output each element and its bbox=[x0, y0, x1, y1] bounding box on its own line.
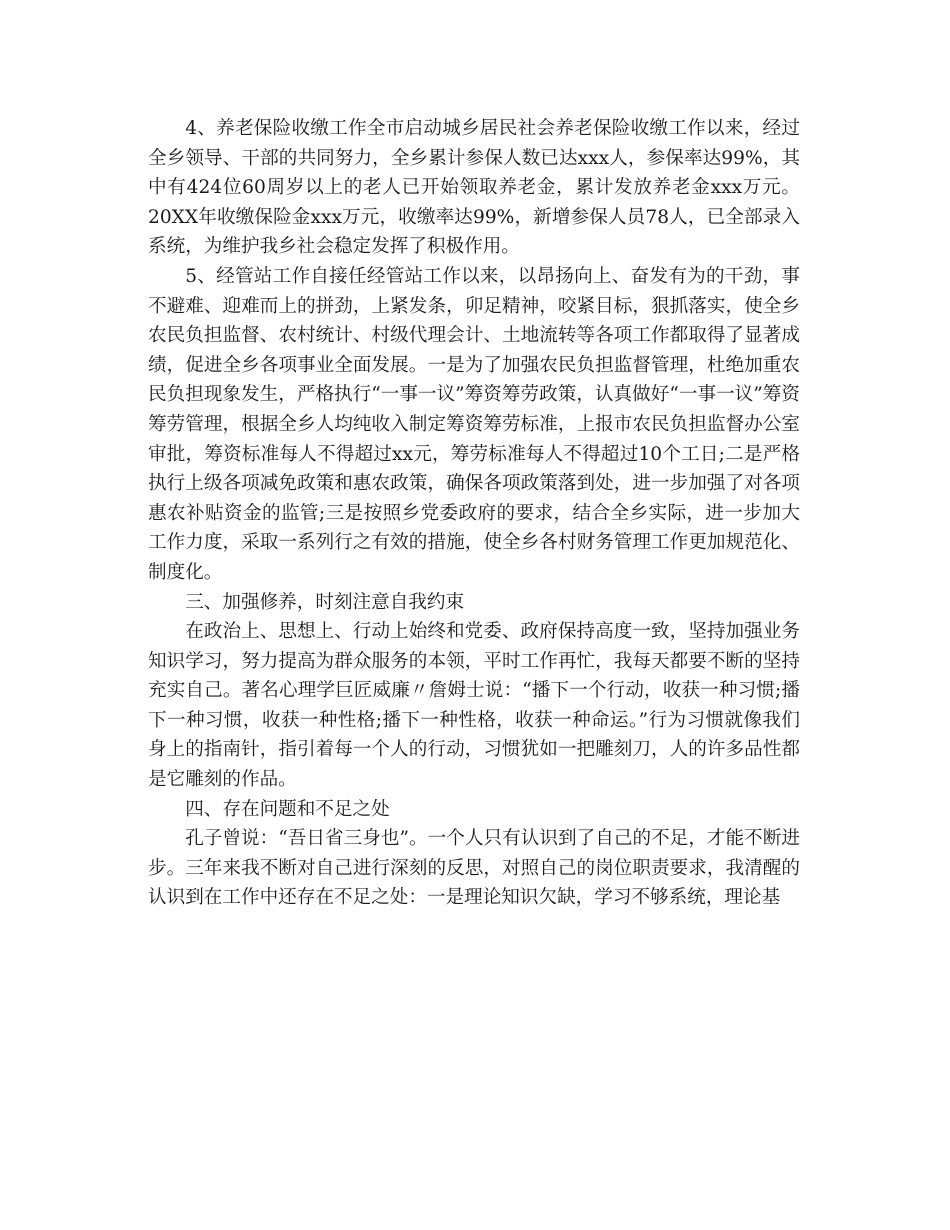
paragraph-political-study: 在政治上、思想上、行动上始终和党委、政府保持高度一致，坚持加强业务知识学习，努力提高为群众服务的本领，平时工作再忙，我每天都要不断的坚持充实自己。著名心理学巨匠威廉〃詹姆士说：“播下一个行动，收获一种习惯;播下一种习惯，收获一种性格;播下一种性格，收获一种命运。”行为习惯就像我们身上的指南针，指引着每一个人的行动，习惯犹如一把雕刻刀，人的许多品性都是它雕刻的作品。 bbox=[148, 621, 800, 791]
section-heading-self-discipline: 三、加强修养，时刻注意自我约束 bbox=[185, 591, 465, 613]
document-body bbox=[148, 114, 800, 913]
paragraph-management-station: 5、经管站工作自接任经管站工作以来，以昂扬向上、奋发有为的干劲，事不避难、迎难而上的拼劲，上紧发条，卯足精神，咬紧目标，狠抓落实，使全乡农民负担监督、农村统计、村级代理会计、土地流转等各项工作都取得了显著成绩，促进全乡各项事业全面发展。一是为了加强农民负担监督管理，杜绝加重农民负担现象发生，严格执行“一事一议”筹资筹劳政策，认真做好“一事一议”筹资筹劳管理，根据全乡人均纯收入制定筹资筹劳标准，上报市农民负担监督办公室审批，筹资标准每人不得超过xx元，筹劳标准每人不得超过10个工日;二是严格执行上级各项减免政策和惠农政策，确保各项政策落到处，进一步加强了对各项惠农补贴资金的监管;三是按照乡党委政府的要求，结合全乡实际，进一步加大工作力度，采取一系列行之有效的措施，使全乡各村财务管理工作更加规范化、制度化。 bbox=[148, 265, 800, 583]
paragraph-pension-collection: 4、养老保险收缴工作全市启动城乡居民社会养老保险收缴工作以来，经过全乡领导、干部的共同努力，全乡累计参保人数已达xxx人，参保率达99%，其中有424位60周岁以上的老人已开始领取养老金，累计发放养老金xxx万元。20XX年收缴保险金xxx万元，收缴率达99%，新增参保人员78人，已全部录入系统，为维护我乡社会稳定发挥了积极作用。 bbox=[148, 118, 800, 258]
paragraph-self-reflection: 孔子曾说：“吾日省三身也”。一个人只有认识到了自己的不足，才能不断进步。三年来我不断对自己进行深刻的反思，对照自己的岗位职责要求，我清醒的认识到在工作中还存在不足之处：一是理论知识欠缺，学习不够系统，理论基 bbox=[148, 828, 800, 909]
section-heading-problems: 四、存在问题和不足之处 bbox=[185, 798, 390, 820]
